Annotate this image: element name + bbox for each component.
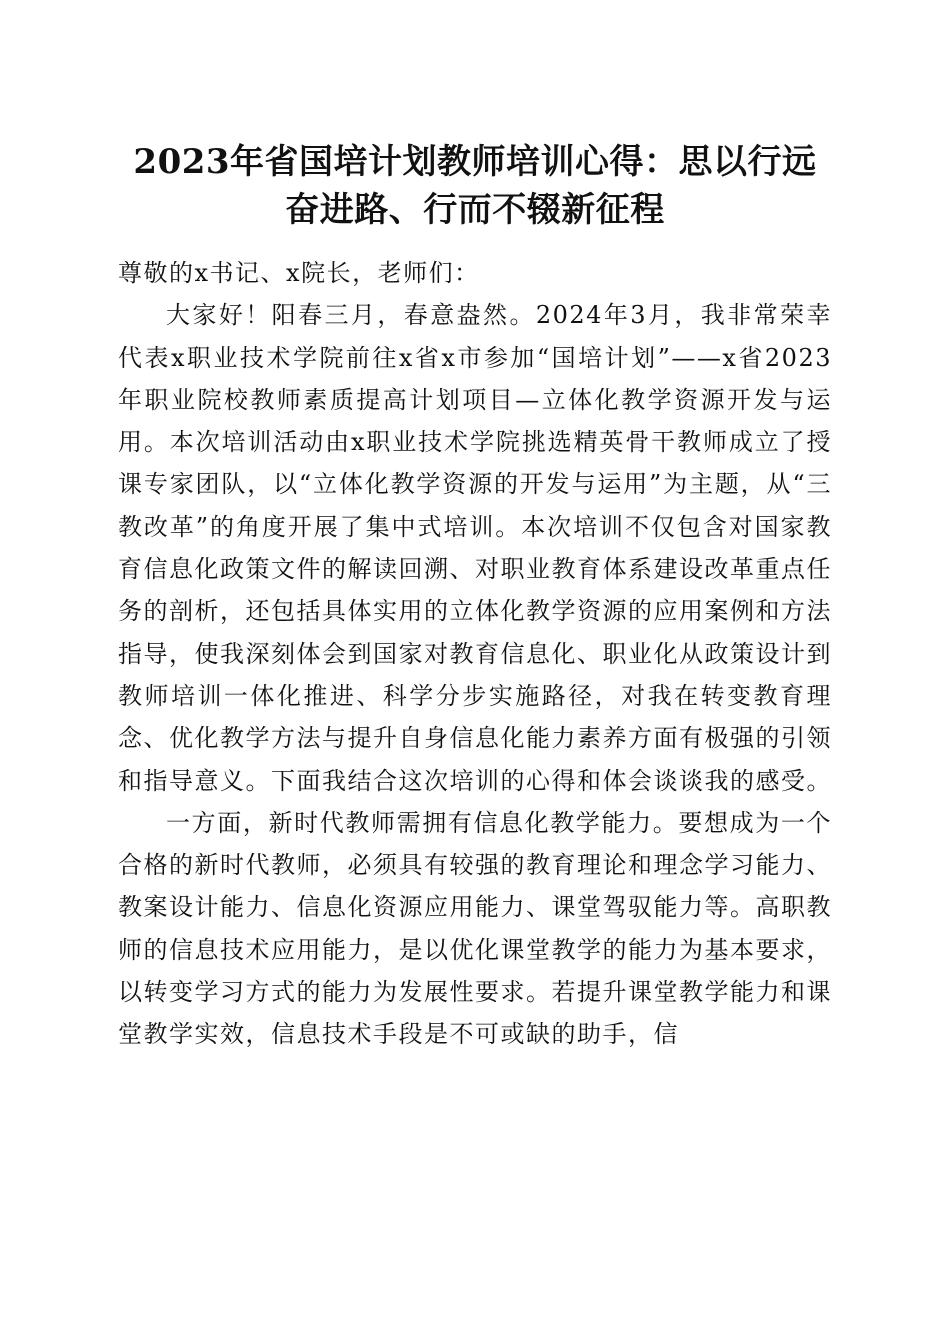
- document-title: [118, 138, 832, 234]
- title-line-1: 2023年省国培计划教师培训心得：思以行远: [133, 142, 817, 182]
- title-line-2: 奋进路、行而不辍新征程: [285, 190, 665, 230]
- salutation: 尊敬的x书记、x院长，老师们：: [118, 259, 480, 287]
- paragraph-2: 一方面，新时代教师需拥有信息化教学能力。要想成为一个合格的新时代教师，必须具有较强的教育理论和理念学习能力、教案设计能力、信息化资源应用能力、课堂驾驭能力等。高职教师的信息技术应用能力，是以优化课堂教学的能力为基本要求，以转变学习方式的能力为发展性要求。若提升课堂教学能力和课堂教学实效，信息技术手段是不可或缺的助手，信: [118, 808, 832, 1049]
- document-body: [118, 252, 832, 1056]
- paragraph-1: 大家好！阳春三月，春意盎然。2024年3月，我非常荣幸代表x职业技术学院前往x省x市参加“国培计划”——x省2023年职业院校教师素质提高计划项目—立体化教学资源开发与运用。本次培训活动由x职业技术学院挑选精英骨干教师成立了授课专家团队，以“立体化教学资源的开发与运用”为主题，从“三教改革”的角度开展了集中式培训。本次培训不仅包含对国家教育信息化政策文件的解读回溯、对职业教育体系建设改革重点任务的剖析，还包括具体实用的立体化教学资源的应用案例和方法指导，使我深刻体会到国家对教育信息化、职业化从政策设计到教师培训一体化推进、科学分步实施路径，对我在转变教育理念、优化教学方法与提升自身信息化能力素养方面有极强的引领和指导意义。下面我结合这次培训的心得和体会谈谈我的感受。: [118, 301, 832, 795]
